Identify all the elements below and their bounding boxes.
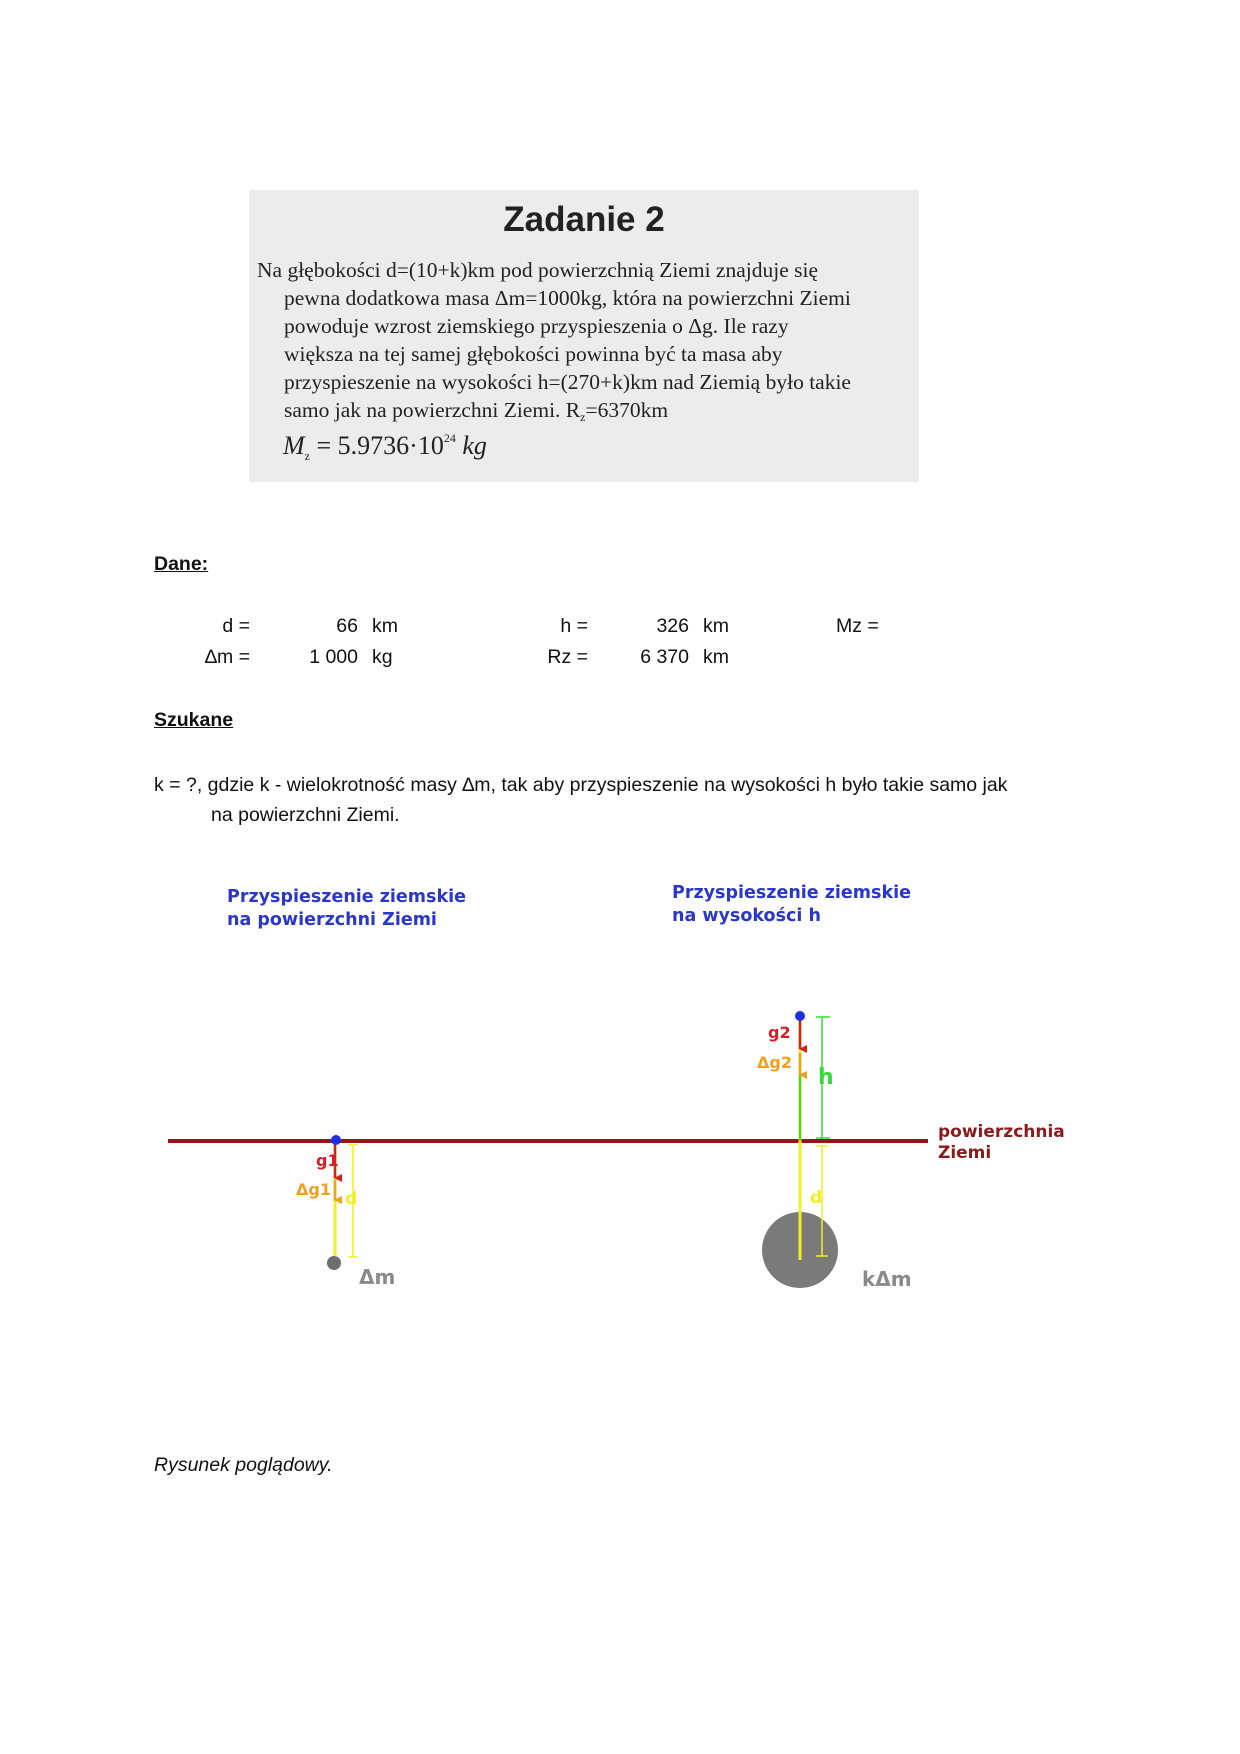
task-line-4: większa na tej samej głębokości powinna być ta masa aby (284, 342, 783, 366)
sought-text (154, 770, 1074, 830)
surface-label-2: Ziemi (938, 1143, 992, 1163)
small-mass (327, 1256, 341, 1270)
right-title-line-2: na wysokości h (672, 906, 821, 926)
mass-unit: kg (462, 431, 487, 460)
given-d-value: 66 (336, 615, 358, 637)
task-line-3: powoduje wzrost ziemskiego przyspieszenia o Δg. Ile razy (284, 314, 789, 338)
earth-mass-formula (283, 431, 487, 461)
given-dm-label: ∆m = (205, 646, 250, 668)
task-line-6 (257, 396, 909, 424)
mass-equals: = 5.9736·10 (310, 431, 444, 460)
left-title-line-2: na powierzchni Ziemi (227, 910, 437, 930)
dm-label: Δm (359, 1265, 396, 1289)
given-rz-label: Rz = (547, 646, 588, 668)
sought-line-2: na powierzchni Ziemi. (211, 804, 400, 826)
g1-label: g1 (316, 1151, 339, 1170)
task-title: Zadanie 2 (503, 200, 665, 239)
given-heading: Dane: (154, 553, 209, 575)
mass-exponent: 24 (443, 431, 456, 445)
given-h-unit: km (703, 615, 729, 637)
task-text (257, 256, 909, 424)
right-title-line-1: Przyspieszenie ziemskie (672, 883, 911, 903)
mass-symbol: M (283, 431, 305, 460)
illustrative-figure (150, 870, 1070, 1310)
task-line-6-prefix: samo jak na powierzchni Ziemi. R (284, 398, 581, 422)
task-line-2: pewna dodatkowa masa Δm=1000kg, która na powierzchni Ziemi (284, 286, 851, 310)
task-line-6-sub: z (580, 410, 586, 424)
given-dm-unit: kg (372, 646, 393, 668)
sought-line-1: k = ?, gdzie k - wielokrotność masy ∆m, tak aby przyspieszenie na wysokości h było takie samo jak (154, 774, 1008, 796)
h-label: h (818, 1065, 834, 1090)
task-line-5: przyspieszenie na wysokości h=(270+k)km nad Ziemią było takie (284, 370, 851, 394)
given-rz-unit: km (703, 646, 729, 668)
given-d-unit: km (372, 615, 398, 637)
given-mz-label: Mz = (836, 615, 879, 637)
task-line-1: Na głębokości d=(10+k)km pod powierzchnią Ziemi znajduje się (257, 258, 818, 282)
task-line-6-suffix: =6370km (585, 398, 669, 422)
figure-drawing (150, 870, 1070, 1310)
figure-caption: Rysunek poglądowy. (154, 1454, 333, 1476)
given-dm-value: 1 000 (309, 646, 358, 668)
height-point (795, 1011, 805, 1021)
task-box (249, 190, 919, 482)
dg1-label: Δg1 (296, 1180, 331, 1199)
surface-label-1: powierzchnia (938, 1122, 1065, 1142)
left-surface-point (331, 1135, 341, 1145)
left-title-line-1: Przyspieszenie ziemskie (227, 887, 466, 907)
right-d-label: d (810, 1188, 823, 1208)
given-rz-value: 6 370 (640, 646, 689, 668)
left-d-label: d (345, 1189, 358, 1209)
g2-label: g2 (768, 1023, 791, 1042)
given-h-label: h = (560, 615, 588, 637)
sought-heading: Szukane (154, 709, 234, 731)
dg2-label: Δg2 (757, 1053, 792, 1072)
given-h-value: 326 (656, 615, 689, 637)
kdm-label: kΔm (862, 1267, 912, 1291)
mass-sub: z (304, 449, 310, 463)
given-d-label: d = (222, 615, 250, 637)
